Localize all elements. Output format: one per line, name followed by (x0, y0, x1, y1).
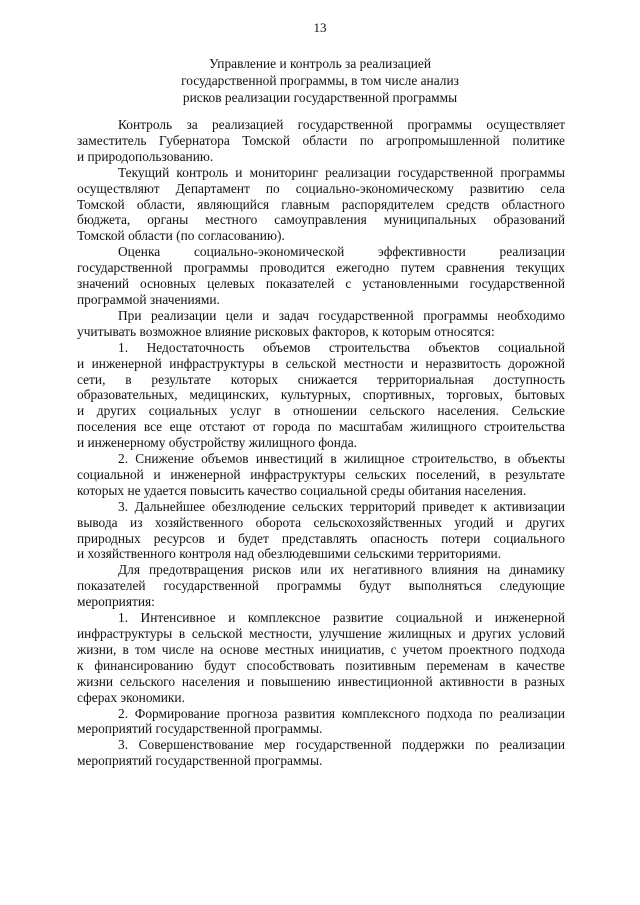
paragraph-line: к финансированию будут способствовать позитивным переменам в качестве (77, 657, 565, 673)
paragraph-line: инфраструктуры в сельской местности, улучшение жилищных и других условий (77, 626, 565, 641)
paragraph (77, 244, 565, 308)
paragraph-line: Текущий контроль и мониторинг реализации государственной программы (118, 164, 565, 180)
paragraph (77, 340, 565, 451)
paragraph-line: бюджета, органы местного самоуправления муниципальных образований (77, 212, 565, 228)
paragraph-line: Томской области, являющийся главным распорядителем средств областного (77, 196, 565, 212)
paragraph (77, 562, 565, 610)
paragraph-line: и других социальных услуг в отношении сельского населения. Сельские (77, 403, 565, 419)
heading-line: рисков реализации государственной программы (182, 90, 458, 105)
paragraph-line: заместитель Губернатора Томской области по агропромышленной политике (77, 132, 565, 148)
paragraph-line: сети, в результате которых снижается территориальная доступность (77, 371, 565, 387)
paragraph-line: поселения все еще отстают от города по масштабам жилищного строительства (77, 419, 565, 435)
paragraph-line: мероприятий государственной программы. (77, 753, 323, 769)
paragraph-line: 2. Формирование прогноза развития комплексного подхода по реализации (118, 705, 565, 721)
paragraph-line: Контроль за реализацией государственной программы осуществляет (118, 117, 565, 132)
paragraph-line: При реализации цели и задач государственной программы необходимо (118, 307, 565, 323)
paragraph-line: и хозяйственного контроля над обезлюдевшими сельскими территориями. (77, 546, 502, 562)
paragraph-line: и природопользованию. (77, 148, 214, 164)
paragraph-line: программой значениями. (77, 291, 220, 307)
paragraph-line: образовательных, медицинских, культурных, спортивных, торговых, бытовых (77, 387, 565, 403)
page-number: 13 (313, 20, 327, 35)
paragraph (77, 499, 565, 563)
paragraph-line: осуществляют Департамент по социально-экономическому развитию села (77, 180, 565, 196)
paragraph-line: Для предотвращения рисков или их негативного влияния на динамику (118, 562, 565, 578)
paragraph-line: мероприятия: (77, 594, 155, 610)
paragraph-line: социальной и инженерной инфраструктуры сельских поселений, в результате (77, 466, 565, 482)
paragraph-line: учитывать возможное влияние рисковых факторов, к которым относятся: (77, 323, 495, 339)
paragraph-line: показателей государственной программы будут выполняться следующие (77, 578, 565, 594)
paragraph (77, 117, 565, 165)
paragraph-line: 2. Снижение объемов инвестиций в жилищное строительство, в объекты (118, 451, 565, 467)
paragraph-line: и инженерному обустройству жилищного фонда. (77, 435, 357, 451)
paragraph-line: вывода из хозяйственного оборота сельскохозяйственных угодий и других (77, 514, 565, 530)
paragraph-line: жизни, в том числе на основе местных инициатив, с учетом проектного подхода (77, 641, 565, 657)
paragraph (77, 706, 565, 738)
paragraph-line: природных ресурсов и будет представлять опасность потери социального (77, 530, 565, 546)
heading-line: государственной программы, в том числе анализ (181, 73, 459, 88)
paragraph-line: и инженерной инфраструктуры в сельской местности и неразвитость дорожной (77, 355, 565, 371)
paragraph-line: 1. Недостаточность объемов строительства объектов социальной (118, 339, 565, 355)
paragraph-line: мероприятий государственной программы. (77, 721, 323, 737)
paragraph (77, 610, 565, 705)
paragraph-line: государственной программы проводится ежегодно путем сравнения текущих (77, 260, 565, 276)
paragraph-line: значений основных целевых показателей с установленными государственной (77, 276, 565, 292)
paragraph-line: сферах экономики. (77, 689, 185, 705)
body-text (77, 117, 565, 769)
paragraph-line: 1. Интенсивное и комплексное развитие социальной и инженерной (118, 610, 565, 626)
paragraph-line: 3. Дальнейшее обезлюдение сельских территорий приведет к активизации (118, 498, 565, 514)
paragraph (77, 451, 565, 499)
heading-line: Управление и контроль за реализацией (208, 56, 432, 71)
paragraph (77, 308, 565, 340)
paragraph (77, 165, 565, 245)
paragraph-line: которых не удается повысить качество социальной среды обитания населения. (77, 482, 527, 498)
paragraph-line: Оценка социально-экономической эффективности реализации (118, 244, 565, 260)
paragraph-line: жизни сельского населения и повышению инвестиционной активности в разных (77, 673, 565, 689)
section-heading (0, 55, 640, 106)
paragraph-line: Томской области (по согласованию). (77, 228, 285, 244)
paragraph (77, 737, 565, 769)
paragraph-line: 3. Совершенствование мер государственной поддержки по реализации (118, 737, 565, 753)
